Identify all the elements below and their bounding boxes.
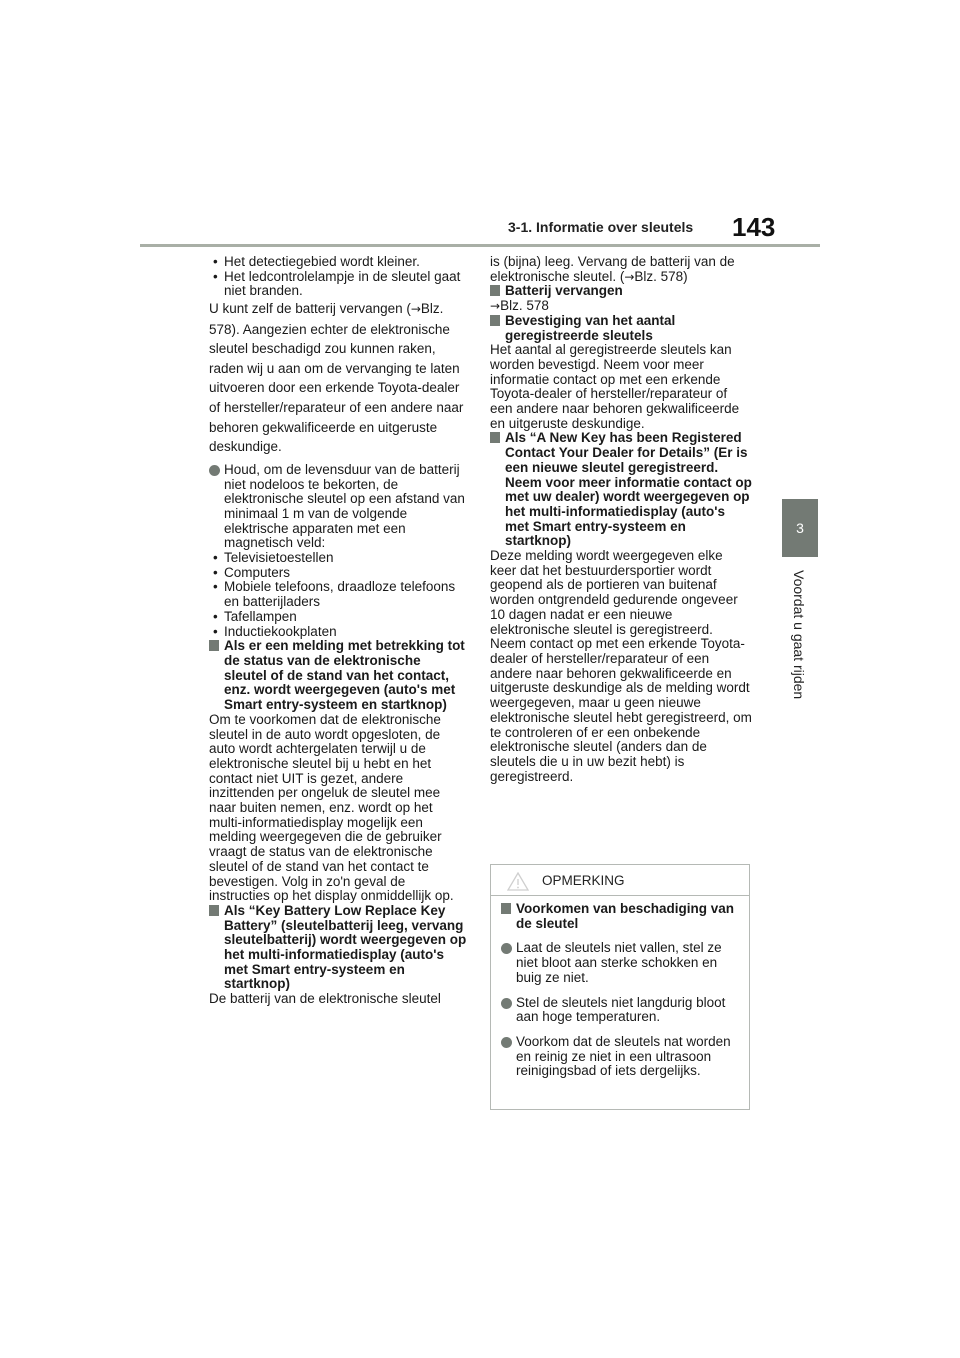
- right-column: [490, 255, 752, 784]
- square-bullet-icon: [209, 905, 219, 916]
- note-item: Stel de sleutels niet langdurig bloot aan hoge temperaturen.: [501, 996, 739, 1025]
- list-item: • Mobiele telefoons, draadloze telefoons en batterijladers: [213, 579, 456, 610]
- square-bullet-icon: [490, 315, 500, 326]
- list-item: • Het ledcontrolelampje in de sleutel gaat niet branden.: [213, 268, 461, 299]
- note-header: [491, 865, 749, 896]
- battery-paragraph: U kunt zelf de batterij vervangen (→Blz. 578). Aangezien echter de elektronische sleutel beschadigd zou kunnen raken, raden wij u aan om de vervanging te laten uitvoeren door een erkende Toyota-dealer of hersteller/reparateur of een andere naar behoren gekwalificeerde en uitgeruste deskundige.: [209, 301, 464, 455]
- note-box: [490, 864, 750, 1110]
- circle-bullet-icon: [501, 998, 512, 1009]
- square-bullet-icon: [490, 285, 500, 296]
- page-link[interactable]: Blz. 578): [634, 268, 688, 284]
- note-heading: Voorkomen van beschadiging van de sleutel: [501, 902, 739, 931]
- paragraph: Om te voorkomen dat de elektronische sleutel in de auto wordt opgesloten, de auto wordt achtergelaten terwijl u de elektronische sleutel bij u hebt en het contact niet UIT is gezet, andere inzittenden per ongeluk de sleutel mee naar buiten nemen, enz. wordt op het multi-informatiedisplay mogelijk een melding weergegeven die de gebruiker vraagt de status van de elektronische sleutel of de stand van het contact te bevestigen. Volg in zo'n geval de instructies op het display onmiddellijk op.: [209, 711, 454, 904]
- warning-icon: [507, 872, 529, 891]
- circle-bullet-item: Houd, om de levensduur van de batterij niet nodeloos te bekorten, de elektronische sleutel op een afstand van minimaal 1 m van de volgende elektrische apparaten met een magnetisch veld:: [209, 463, 467, 551]
- section-heading: Batterij vervangen: [490, 284, 752, 299]
- circle-bullet-icon: [501, 943, 512, 954]
- square-bullet-icon: [209, 640, 219, 651]
- arrow-icon: →: [624, 269, 635, 284]
- paragraph: Deze melding wordt weergegeven elke keer dat het bestuurdersportier wordt geopend als de portieren van buitenaf worden ontgrendeld gedurende ongeveer 10 dagen nadat er een nieuwe elektronische sleutel is geregistreerd. Neem contact op met een erkende Toyota-dealer of hersteller/reparateur of een andere naar behoren gekwalificeerde en uitgeruste deskundige als de melding wordt weergegeven, maar u geen nieuwe elektronische sleutel hebt geregistreerd, om te controleren of er een onbekende elektronische sleutel (anders dan de sleutels die u in uw bezit hebt) is geregistreerd.: [490, 548, 752, 784]
- arrow-icon: →: [490, 299, 501, 314]
- list-item: • Computers: [213, 564, 291, 580]
- arrow-icon: →: [410, 302, 421, 317]
- paragraph: De batterij van de elektronische sleutel: [209, 991, 441, 1007]
- circle-bullet-icon: [501, 1037, 512, 1048]
- section-heading: Als “Key Battery Low Replace Key Battery” (sleutelbatterij leeg, vervang sleutelbatterij) wordt weergegeven op het multi-informatiedisplay (auto's met Smart entry-systeem en startknop): [209, 904, 467, 992]
- chapter-title: [784, 570, 814, 720]
- list-item: • Televisietoestellen: [213, 550, 334, 566]
- section-heading: Als er een melding met betrekking tot de status van de elektronische sleutel of de stand van het contact, enz. wordt weergegeven (auto's met Smart entry-systeem en startknop): [209, 639, 467, 713]
- list-item: • Tafellampen: [213, 608, 297, 624]
- paragraph: Het aantal al geregistreerde sleutels kan worden bevestigd. Neem voor meer informatie contact op met een erkende Toyota-dealer of hersteller/reparateur of een andere naar behoren gekwalificeerde en uitgeruste deskundige.: [490, 342, 740, 431]
- square-bullet-icon: [501, 903, 511, 914]
- section-title: 3-1. Informatie over sleutels: [508, 219, 694, 235]
- paragraph: is (bijna) leeg. Vervang de batterij van de elektronische sleutel. (→Blz. 578): [490, 254, 735, 284]
- square-bullet-icon: [490, 432, 500, 443]
- section-heading: Als “A New Key has been Registered Contact Your Dealer for Details” (Er is een nieuwe sleutel geregistreerd. Neem voor meer informatie contact op met uw dealer) wordt weergegeven op het multi-informatiedisplay (auto's met Smart entry-systeem en startknop): [490, 431, 752, 549]
- chapter-tab[interactable]: [782, 499, 818, 557]
- note-title: OPMERKING: [542, 873, 625, 888]
- list-item: • Het detectiegebied wordt kleiner.: [213, 254, 420, 269]
- chapter-number: 3: [796, 520, 804, 536]
- page-link[interactable]: Blz. 578). Aangezien echter de elektronische sleutel beschadigd zou kunnen raken, raden wij u aan om de vervanging te laten uitvoeren door een erkende Toyota-dealer of hersteller/reparateur of een andere naar behoren gekwalificeerde en uitgeruste deskundige.: [209, 301, 464, 455]
- page-number: 143: [732, 212, 776, 242]
- chapter-title-text: Voordat u gaat rijden: [791, 570, 807, 700]
- note-item: Laat de sleutels niet vallen, stel ze niet bloot aan sterke schokken en buig ze niet.: [501, 941, 739, 985]
- header-divider: [140, 244, 820, 247]
- note-item: Voorkom dat de sleutels nat worden en reinig ze niet in een ultrasoon reinigingsbad of iets dergelijks.: [501, 1035, 739, 1079]
- circle-bullet-icon: [209, 465, 220, 476]
- list-item: • Inductiekookplaten: [213, 623, 337, 639]
- left-column: [209, 255, 467, 1007]
- section-heading: Bevestiging van het aantal geregistreerde sleutels: [490, 314, 752, 343]
- note-body: [491, 896, 749, 1079]
- page-reference[interactable]: →Blz. 578: [490, 298, 549, 314]
